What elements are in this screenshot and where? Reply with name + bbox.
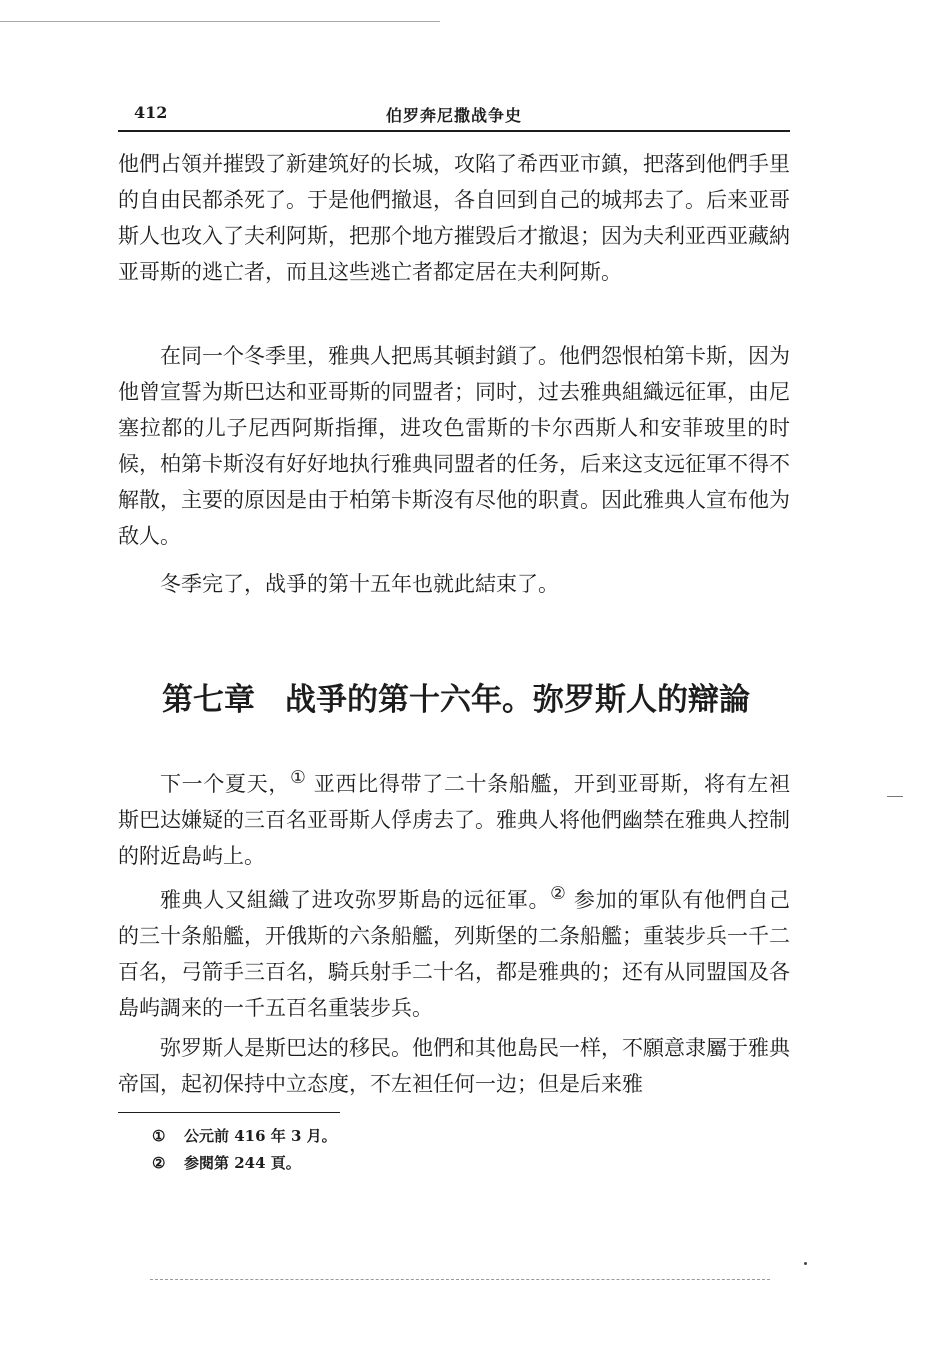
chapter-number: 第七章 (162, 682, 255, 718)
footnote (152, 1124, 337, 1148)
scan-mark (887, 796, 903, 797)
paragraph: 雅典人又組織了进攻弥罗斯島的远征軍。② 参加的軍队有他們自己的三十条船艦，开俄斯的六条船艦，列斯堡的二条船艦；重装步兵一千二百名，弓箭手三百名，騎兵射手二十名，都是雅典的；还有从同盟国及各島屿調来的一千五百名重装步兵。 (118, 884, 790, 1020)
paragraph: 冬季完了，战爭的第十五年也就此結束了。 (160, 572, 559, 596)
paragraph: 在同一个冬季里，雅典人把馬其頓封鎖了。他們怨恨柏第卡斯，因为他曾宣誓为斯巴达和亚哥斯的同盟者；同时，过去雅典組織远征軍，由尼塞拉都的儿子尼西阿斯指揮，进攻色雷斯的卡尔西斯人和安菲玻里的时候，柏第卡斯沒有好好地执行雅典同盟者的任务，后来这支远征軍不得不解散，主要的原因是由于柏第卡斯沒有尽他的职責。因此雅典人宣布他为敌人。 (118, 344, 790, 548)
page-header (118, 100, 790, 132)
footnote-ref: ① (290, 768, 307, 788)
running-title: 伯罗奔尼撒战争史 (385, 106, 522, 125)
scan-edge-line (0, 21, 440, 22)
paragraph: 弥罗斯人是斯巴达的移民。他們和其他島民一样，不願意隶屬于雅典帝国，起初保持中立态度，不左袒任何一边；但是后来雅 (118, 1036, 790, 1096)
footnote-ref: ② (550, 884, 567, 904)
footnote (152, 1151, 301, 1175)
footnote-text: 公元前 416 年 3 月。 (184, 1127, 337, 1145)
scan-edge-line (150, 1279, 770, 1280)
paragraph-continued: 他們占領并摧毁了新建筑好的长城，攻陷了希西亚市鎮，把落到他們手里的自由民都杀死了。于是他們撤退，各自回到自己的城邦去了。后来亚哥斯人也攻入了夫利阿斯，把那个地方摧毁后才撤退；因为夫利亚西亚藏納亚哥斯的逃亡者，而且这些逃亡者都定居在夫利阿斯。 (118, 152, 790, 284)
paragraph: 下一个夏天，① 亚西比得带了二十条船艦，开到亚哥斯，将有左袒斯巴达嫌疑的三百名亚哥斯人俘虏去了。雅典人将他們幽禁在雅典人控制的附近島屿上。 (118, 768, 790, 868)
scan-speck (804, 1262, 807, 1265)
footnote-marker: ② (152, 1154, 166, 1172)
page-number: 412 (134, 103, 168, 122)
footnote-divider (118, 1112, 340, 1113)
chapter-title: 战爭的第十六年。弥罗斯人的辯論 (285, 682, 750, 718)
footnote-text: 参閱第 244 頁。 (184, 1154, 301, 1172)
footnote-marker: ① (152, 1127, 166, 1145)
chapter-heading (162, 678, 802, 722)
